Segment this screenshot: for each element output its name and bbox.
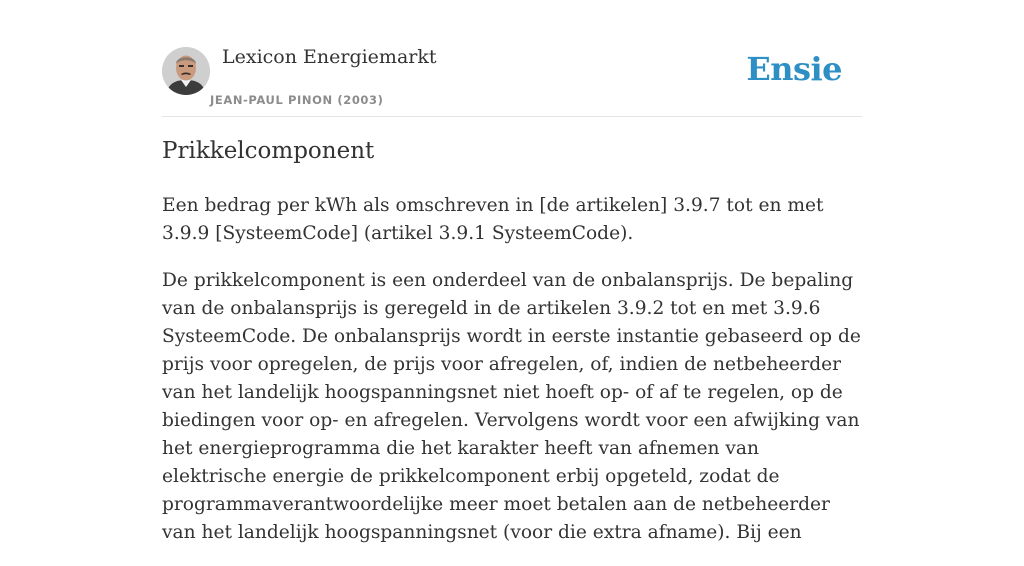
author-portrait-icon (162, 47, 210, 95)
entry-paragraph-1: Een bedrag per kWh als omschreven in [de artikelen] 3.9.7 tot en met 3.9.9 [SysteemCode] (artikel 3.9.1 SysteemCode). (162, 195, 824, 244)
author-avatar[interactable] (162, 47, 210, 95)
ensie-logo[interactable]: Ensie (746, 50, 842, 88)
entry-paragraph-2: De prikkelcomponent is een onderdeel van de onbalansprijs. De bepaling van de onbalansprijs is geregeld in de artikelen 3.9.2 tot en met 3.9.6 SysteemCode. De onbalansprijs wordt in eerste instantie gebaseerd op de prijs voor opregelen, de prijs voor afregelen, of, indien de netbeheerder van het landelijk hoogspanningsnet niet hoeft op- of af te regelen, op de biedingen voor op- en afregelen. Vervolgens wordt voor een afwijking van het energieprogramma die het karakter heeft van afnemen van elektrische energie de prikkelcomponent erbij opgeteld, zodat de programmaverantwoordelijke meer moet betalen aan de netbeheerder van het landelijk hoogspanningsnet (voor die extra afname). Bij een (162, 270, 861, 543)
entry-content (162, 192, 862, 566)
entry-header (162, 0, 862, 117)
book-author[interactable]: JEAN-PAUL PINON (2003) (210, 93, 384, 107)
book-title[interactable]: Lexicon Energiemarkt (222, 46, 437, 68)
entry-title: Prikkelcomponent (162, 138, 375, 164)
